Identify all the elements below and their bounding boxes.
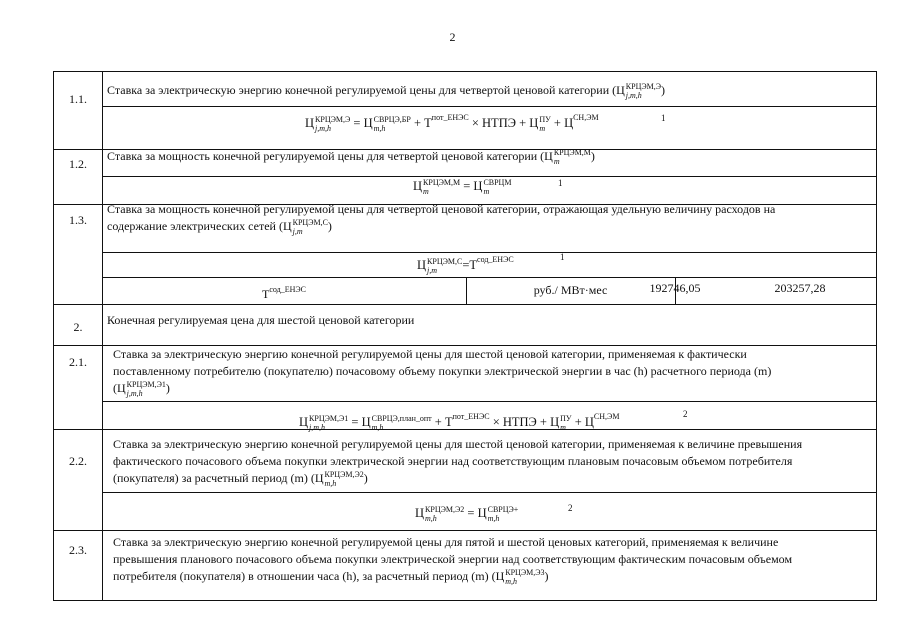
formula-1-2: Ц КРЦЭМ,М m = Ц СВРЦМ m — [413, 178, 512, 196]
tariff-value-2: 203257,28 — [774, 281, 826, 295]
formula-2-2: Ц КРЦЭМ,Э2 m,h = Ц СВРЦЭ+ m,h — [415, 505, 519, 523]
footnote-marker: 1 — [560, 252, 565, 262]
tariff-name: $Т^{сод\_ЕНЭС}$ — [261, 285, 306, 301]
row-number: 1.3. — [69, 213, 87, 227]
row-description: Ставка за электрическую энергию конечной регулируемой цены для шестой ценовой категории, применяемая к величине превышения фактического почасового объема покупки электрической энергии над соответствующим плановым почасовым объемом потребителя (покупателя) за расчетный период (m) (Ц КРЦЭМ,Э2 m,h ) — [113, 437, 803, 489]
row-description: Ставка за электрическую энергию конечной регулируемой цены для шестой ценовой категории, применяемая к фактически поставленному потребителю (покупателю) почасовому объему покупки электрической энергии в час (h) расчетного периода (m) (Ц КРЦЭМ,Э1 j,m,h ) — [113, 347, 772, 399]
footnote-marker: 1 — [661, 113, 666, 123]
tariff-unit: руб./ МВт·мес — [533, 283, 608, 297]
page-number: 2 — [449, 30, 456, 44]
tariff-value-1: 192746,05 — [649, 281, 701, 295]
formula-2-1: Ц КРЦЭМ,Э1 j,m,h = Ц СВРЦЭ,план_опт m,h + $Т^{пот\_ЕНЭС}$ × НТПЭ + Ц ПУ m + $Ц^{СН,ЭМ}$ — [299, 412, 620, 433]
row-number: 1.2. — [69, 157, 87, 171]
row-number: 2.2. — [69, 454, 87, 468]
row-number: 2.3. — [69, 543, 87, 557]
row-number: 2. — [73, 320, 83, 334]
row-description: Ставка за мощность конечной регулируемой цены для четвертой ценовой категории (Ц КРЦЭМ,М m ) — [107, 148, 595, 167]
row-number: 2.1. — [69, 355, 87, 369]
formula-1-3: Ц КРЦЭМ,С j,m $=Т^{сод\_ЕНЭС}$ — [417, 255, 514, 276]
row-description: Ставка за электрическую энергию конечной регулируемой цены для четвертой ценовой категории (Ц КРЦЭМ,Э j,m,h ) — [107, 82, 666, 101]
footnote-marker: 2 — [568, 503, 573, 513]
formula-1-1: Ц КРЦЭМ,Э j,m,h = Ц СВРЦЭ,БР m,h + $Т^{пот\_ЕНЭС}$ × НТПЭ + Ц ПУ m + $Ц^{СН,ЭМ}$ — [305, 113, 599, 134]
footnote-marker: 2 — [683, 409, 688, 419]
row-description: Конечная регулируемая цена для шестой ценовой категории — [107, 313, 415, 327]
row-description: Ставка за электрическую энергию конечной регулируемой цены для пятой и шестой ценовых категорий, применяемая к величине превышения планового почасового объема покупки электрической энергии над соответствующим фактическим почасовым объемом потребителя (покупателя) в отношении часа (h), за расчетный период (m) (Ц КРЦЭМ,Э3 m,h ) — [113, 535, 793, 587]
footnote-marker: 1 — [558, 178, 563, 188]
row-description: Ставка за мощность конечной регулируемой цены для четвертой ценовой категории, отражающая удельную величину расходов на содержание электрических сетей (Ц КРЦЭМ,С j,m ) — [107, 202, 776, 237]
row-number: 1.1. — [69, 92, 87, 106]
